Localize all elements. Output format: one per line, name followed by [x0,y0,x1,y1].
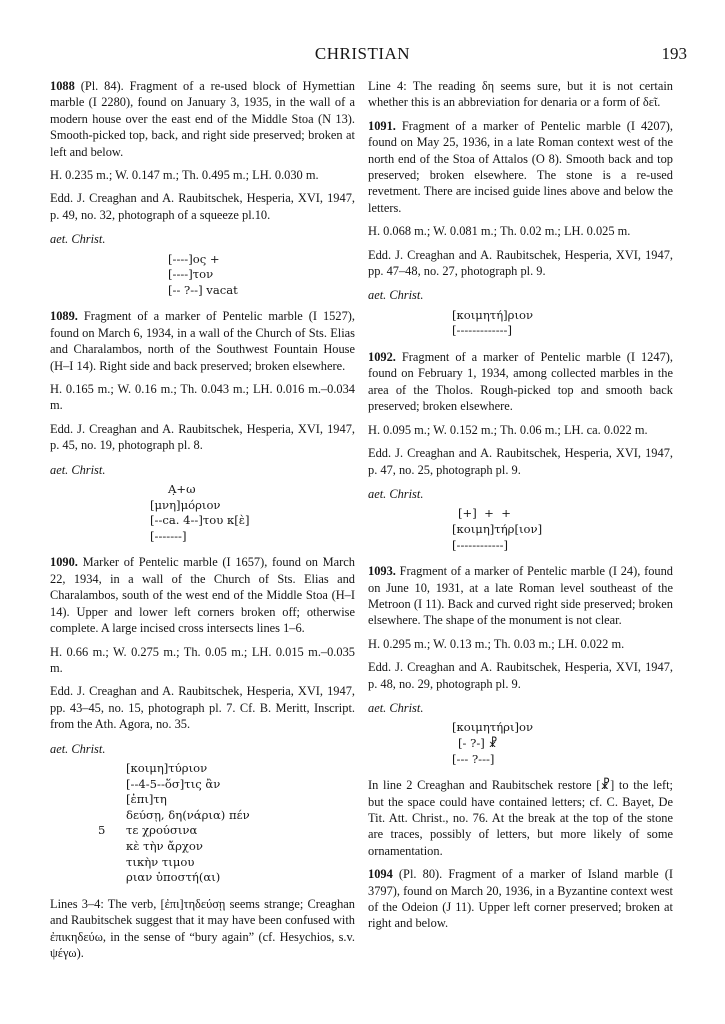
entry-editions: Edd. J. Creaghan and A. Raubitschek, Hesperia, XVI, 1947, p. 45, no. 19, photograph pl. 8. [50,421,355,453]
entry-description: Fragment of a marker of Pentelic marble (I 1247), found on February 1, 1934, among collected marbles in the area of the Tholos. Rough-picked top and smooth back preserved; broken elsewhere. [368,350,673,414]
entry-number: 1091. [368,118,396,133]
date-label: aet. Christ. [50,232,106,247]
entry-number: 1089. [50,309,78,324]
entry-description: Fragment of a marker of Pentelic marble (I 4207), found on May 25, 1936, in a late Roman context west of the north end of the Stoa of Attalos (O 8). Smooth back and top preserved; broken elsewhere. The stone is a re-used revetment. There are incised guide lines above and below the letters. [368,118,673,215]
line-number: 5 [98,823,106,838]
entry-editions: Edd. J. Creaghan and A. Raubitschek, Hesperia, XVI, 1947, pp. 43–45, no. 15, photograph pl. 7. Cf. B. Meritt, Inscript. from the Ath. Agora, no. 35. [50,684,355,732]
inscription-line: [----]τον [168,267,214,282]
entry-dimensions: H. 0.295 m.; W. 0.13 m.; Th. 0.03 m.; LH. 0.022 m. [368,636,625,651]
entry-number: 1090. [50,555,78,570]
entry-dimensions: H. 0.165 m.; W. 0.16 m.; Th. 0.043 m.; LH. 0.016 m.–0.034 m. [50,382,355,413]
entry-1091 [368,118,673,216]
inscription-text [50,761,355,886]
left-column [50,78,355,968]
inscription-line: δεύσῃ, δη(νάρια) πέν [126,807,250,822]
inscription-text [368,506,673,553]
inscription-line: [κοιμη]τύριον [126,760,208,775]
inscription-line: [ἐπι]τη [126,792,167,807]
date-label: aet. Christ. [368,288,424,303]
entry-dimensions: H. 0.66 m.; W. 0.275 m.; Th. 0.05 m.; LH. 0.015 m.–0.035 m. [50,644,355,675]
inscription-line: [--ca. 4--]του κ[ὲ] [150,513,250,528]
entry-editions: Edd. J. Creaghan and A. Raubitschek, Hesperia, XVI, 1947, p. 48, no. 29, photograph pl. 9. [368,660,673,691]
entry-editions: Edd. J. Creaghan and A. Raubitschek, Hesperia, XVI, 1947, p. 47, no. 25, photograph pl. 9. [368,446,673,477]
inscription-text [50,482,355,544]
date-label: aet. Christ. [368,486,424,501]
entry-number: 1093. [368,564,396,579]
entry-editions: Edd. J. Creaghan and A. Raubitschek, Hesperia, XVI, 1947, pp. 47–48, no. 27, photograph pl. 9. [368,247,673,279]
commentary-note: Lines 3–4: The verb, [ἐπι]τηδεύσῃ seems strange; Creaghan and Raubitschek suggest that it may have been confused with ἐπικηδεύω, in the sense of “bury again” (cf. Hesychios, s.v. ψέγω). [50,896,355,960]
entry-number: 1092. [368,350,396,365]
inscription-text [368,720,673,767]
inscription-line: [+] + + [458,506,511,521]
entry-description: (Pl. 80). Fragment of a marker of Island marble (I 3797), found on March 20, 1936, in a Byzantine context west of the Odeion (J 11). Upper left corner preserved; broken at right and below. [368,867,673,931]
inscription-line: τικὴν τιμου [126,854,195,869]
inscription-text [50,252,355,299]
page-number: 193 [661,44,687,63]
inscription-line: [--- ?---] [452,751,495,766]
date-label: aet. Christ. [50,741,106,756]
inscription-line: [----]ος + [168,251,220,266]
entry-1094 [368,866,673,932]
running-head: CHRISTIAN [314,44,411,63]
entry-dimensions: H. 0.068 m.; W. 0.081 m.; Th. 0.02 m.; LH. 0.025 m. [368,224,631,239]
inscription-line: [κοιμητήρι]ον [452,720,534,735]
inscription-line: [-- ?--] vacat [168,282,238,297]
inscription-line: [-------] [150,528,187,543]
commentary-note: Line 4: The reading δη seems sure, but it is not certain whether this is an abbreviation for denaria or a form of δεῖ. [368,79,673,110]
entry-number: 1088 [50,79,75,93]
entry-description: Fragment of a marker of Pentelic marble (I 24), found on June 10, 1931, at a late Roman level southeast of the Metroon (I 11). Back and curved right side preserved; broken elsewhere. The shape of the monument is not clear. [368,564,673,628]
entry-description: Fragment of a marker of Pentelic marble (I 1527), found on March 6, 1934, in a wall of the Church of Sts. Elias and Charalambos, north of the Southwest Fountain House (H–I 14). Right side and back preserved; broken elsewhere. [50,309,355,373]
inscription-line: 5 τε χρούσινα [98,823,198,838]
inscription-line: [- ?-] ☧ [458,735,498,750]
inscription-line: [--4-5--ὅσ]τις ἂν [126,776,221,791]
inscription-line: [κοιμητή]ριον [452,307,534,322]
inscription-line: Α̣+ω [168,482,196,497]
entry-description: Marker of Pentelic marble (I 1657), found on March 22, 1934, in a wall of the Church of Sts. Elias and Charalambos, south of the west end of the Middle Stoa (H–I 14). Upper and lower left corners broken off; otherwise complete. A large incised cross intersects lines 1–6. [50,555,355,636]
entry-1090 [50,554,355,636]
date-label: aet. Christ. [368,700,424,715]
entry-1092 [368,349,673,415]
inscription-line: [μνη]μόριον [150,497,221,512]
entry-1089 [50,308,355,374]
entry-1088 [50,78,355,160]
inscription-line: κὲ τὴν ἄρχον [126,838,203,853]
commentary-note: In line 2 Creaghan and Raubitschek restore [☧] to the left; but the space could have contained letters; cf. C. Bayet, De Tit. Att. Christ., no. 76. At the break at the top of the stone are traces, possibly of letters, but more likely of some ornamentation. [368,778,673,858]
entry-editions: Edd. J. Creaghan and A. Raubitschek, Hesperia, XVI, 1947, p. 49, no. 32, photograph of a squeeze pl.10. [50,191,355,222]
entry-description: (Pl. 84). Fragment of a re-used block of Hymettian marble (I 2280), found on January 3, 1935, in the wall of a modern house over the east end of the Middle Stoa (N 13). Smooth-picked top, back, and right side preserved; broken at left and below. [50,79,355,159]
inscription-line: ριαν ὑποστή(αι) [126,870,221,885]
inscription-line: [κοιμη]τήρ[ιον] [452,521,543,536]
entry-number: 1094 [368,867,393,882]
entry-dimensions: H. 0.235 m.; W. 0.147 m.; Th. 0.495 m.; LH. 0.030 m. [50,168,319,183]
inscription-text [368,308,673,339]
inscription-line: [-------------] [452,323,512,338]
right-column [368,78,673,939]
entry-dimensions: H. 0.095 m.; W. 0.152 m.; Th. 0.06 m.; LH. ca. 0.022 m. [368,422,648,437]
entry-1093 [368,563,673,629]
date-label: aet. Christ. [50,462,106,477]
inscription-line: [------------] [452,537,509,552]
